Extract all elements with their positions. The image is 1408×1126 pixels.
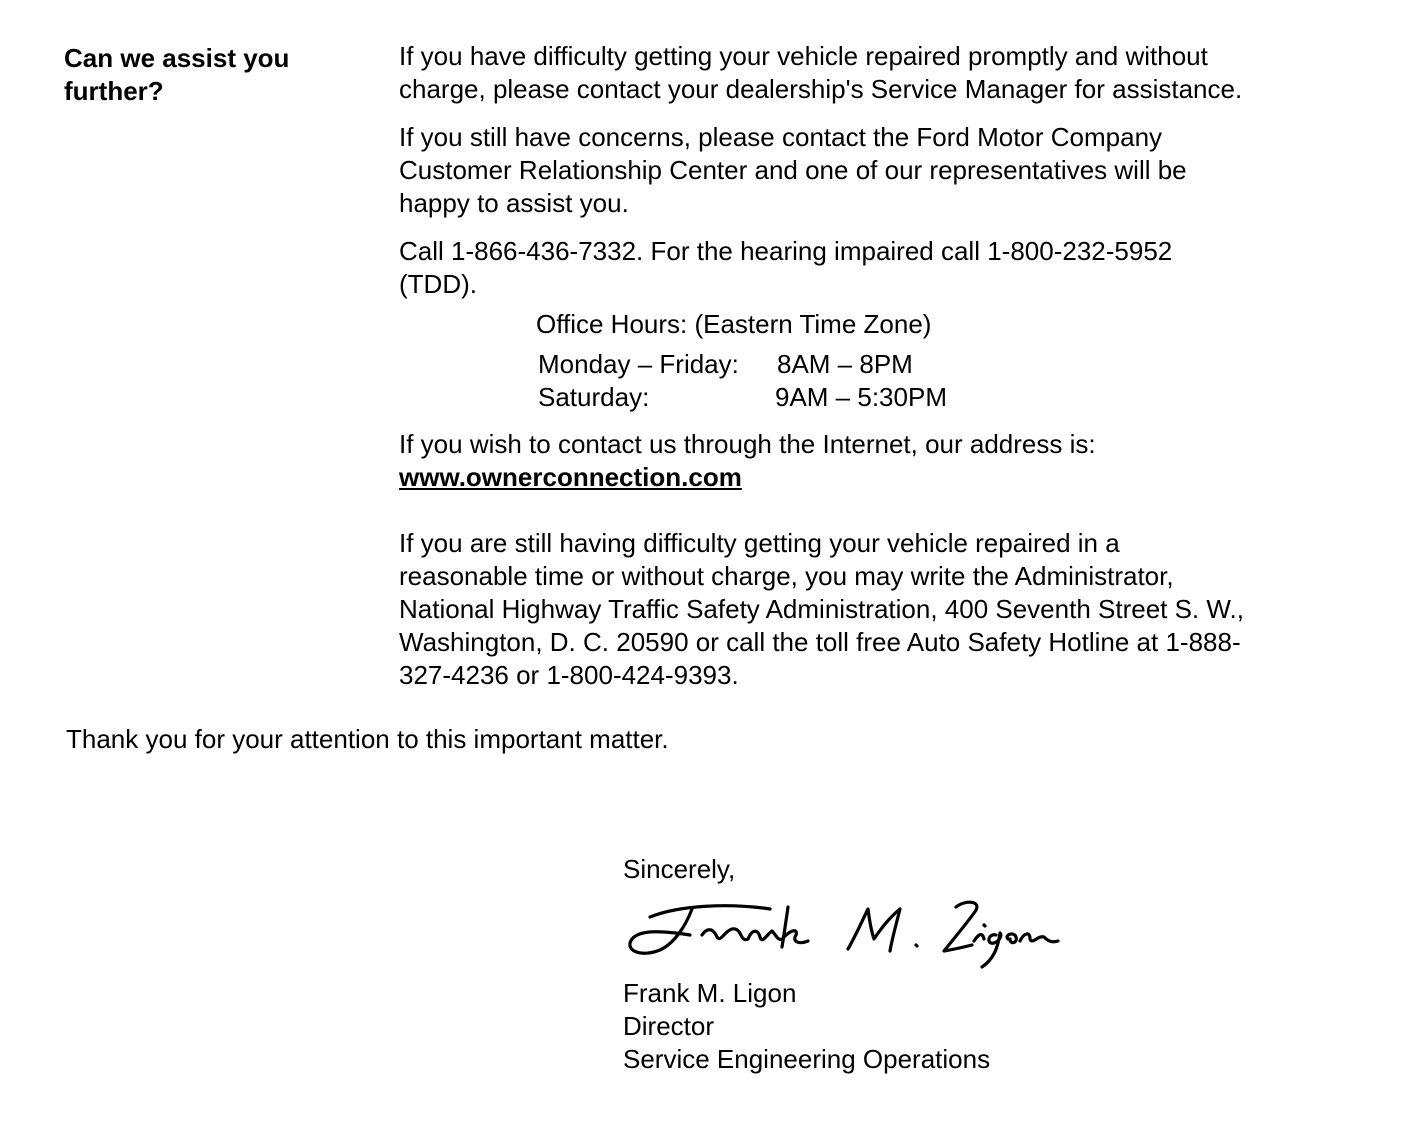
signer-name: Frank M. Ligon <box>623 978 797 1008</box>
signer-department: Service Engineering Operations <box>623 1044 991 1074</box>
signature-block <box>623 977 990 1076</box>
customer-center-paragraph-line: Customer Relationship Center and one of our representatives will be <box>399 155 1187 185</box>
phone-paragraph-line: (TDD). <box>399 269 477 299</box>
section-heading <box>64 42 289 108</box>
nhtsa-paragraph-line: Washington, D. C. 20590 or call the toll free Auto Safety Hotline at 1-888- <box>399 627 1241 657</box>
dealer-paragraph <box>399 40 1242 106</box>
office-hours-saturday-hours: 9AM – 5:30PM <box>775 382 947 412</box>
section-heading-line-1: Can we assist you <box>64 43 290 73</box>
nhtsa-paragraph-line: If you are still having difficulty getting your vehicle repaired in a <box>399 528 1120 558</box>
nhtsa-paragraph-line: National Highway Traffic Safety Administration, 400 Seventh Street S. W., <box>399 594 1244 624</box>
phone-paragraph-line: Call 1-866-436-7332. For the hearing impaired call 1-800-232-5952 <box>399 236 1173 266</box>
internet-paragraph: If you wish to contact us through the Internet, our address is: <box>399 429 1096 459</box>
office-hours-weekday-hours: 8AM – 8PM <box>777 349 913 379</box>
office-hours-saturday-label: Saturday: <box>538 382 650 412</box>
signer-title: Director <box>623 1011 715 1041</box>
customer-center-paragraph-line: If you still have concerns, please contact the Ford Motor Company <box>399 122 1163 152</box>
office-hours-weekday-label: Monday – Friday: <box>538 349 739 379</box>
thank-you-line: Thank you for your attention to this important matter. <box>66 724 669 754</box>
phone-paragraph <box>399 235 1172 301</box>
website-link[interactable]: www.ownerconnection.com <box>399 462 742 492</box>
nhtsa-paragraph-line: 327-4236 or 1-800-424-9393. <box>399 660 739 690</box>
handwritten-signature <box>620 895 1065 973</box>
dealer-paragraph-line: charge, please contact your dealership's Service Manager for assistance. <box>399 74 1243 104</box>
nhtsa-paragraph-line: reasonable time or without charge, you may write the Administrator, <box>399 561 1174 591</box>
salutation: Sincerely, <box>623 854 736 884</box>
section-heading-line-2: further? <box>64 76 164 106</box>
office-hours-title: Office Hours: (Eastern Time Zone) <box>536 309 932 339</box>
dealer-paragraph-line: If you have difficulty getting your vehicle repaired promptly and without <box>399 41 1208 71</box>
nhtsa-paragraph <box>399 527 1244 692</box>
customer-center-paragraph <box>399 121 1187 220</box>
customer-center-paragraph-line: happy to assist you. <box>399 188 629 218</box>
